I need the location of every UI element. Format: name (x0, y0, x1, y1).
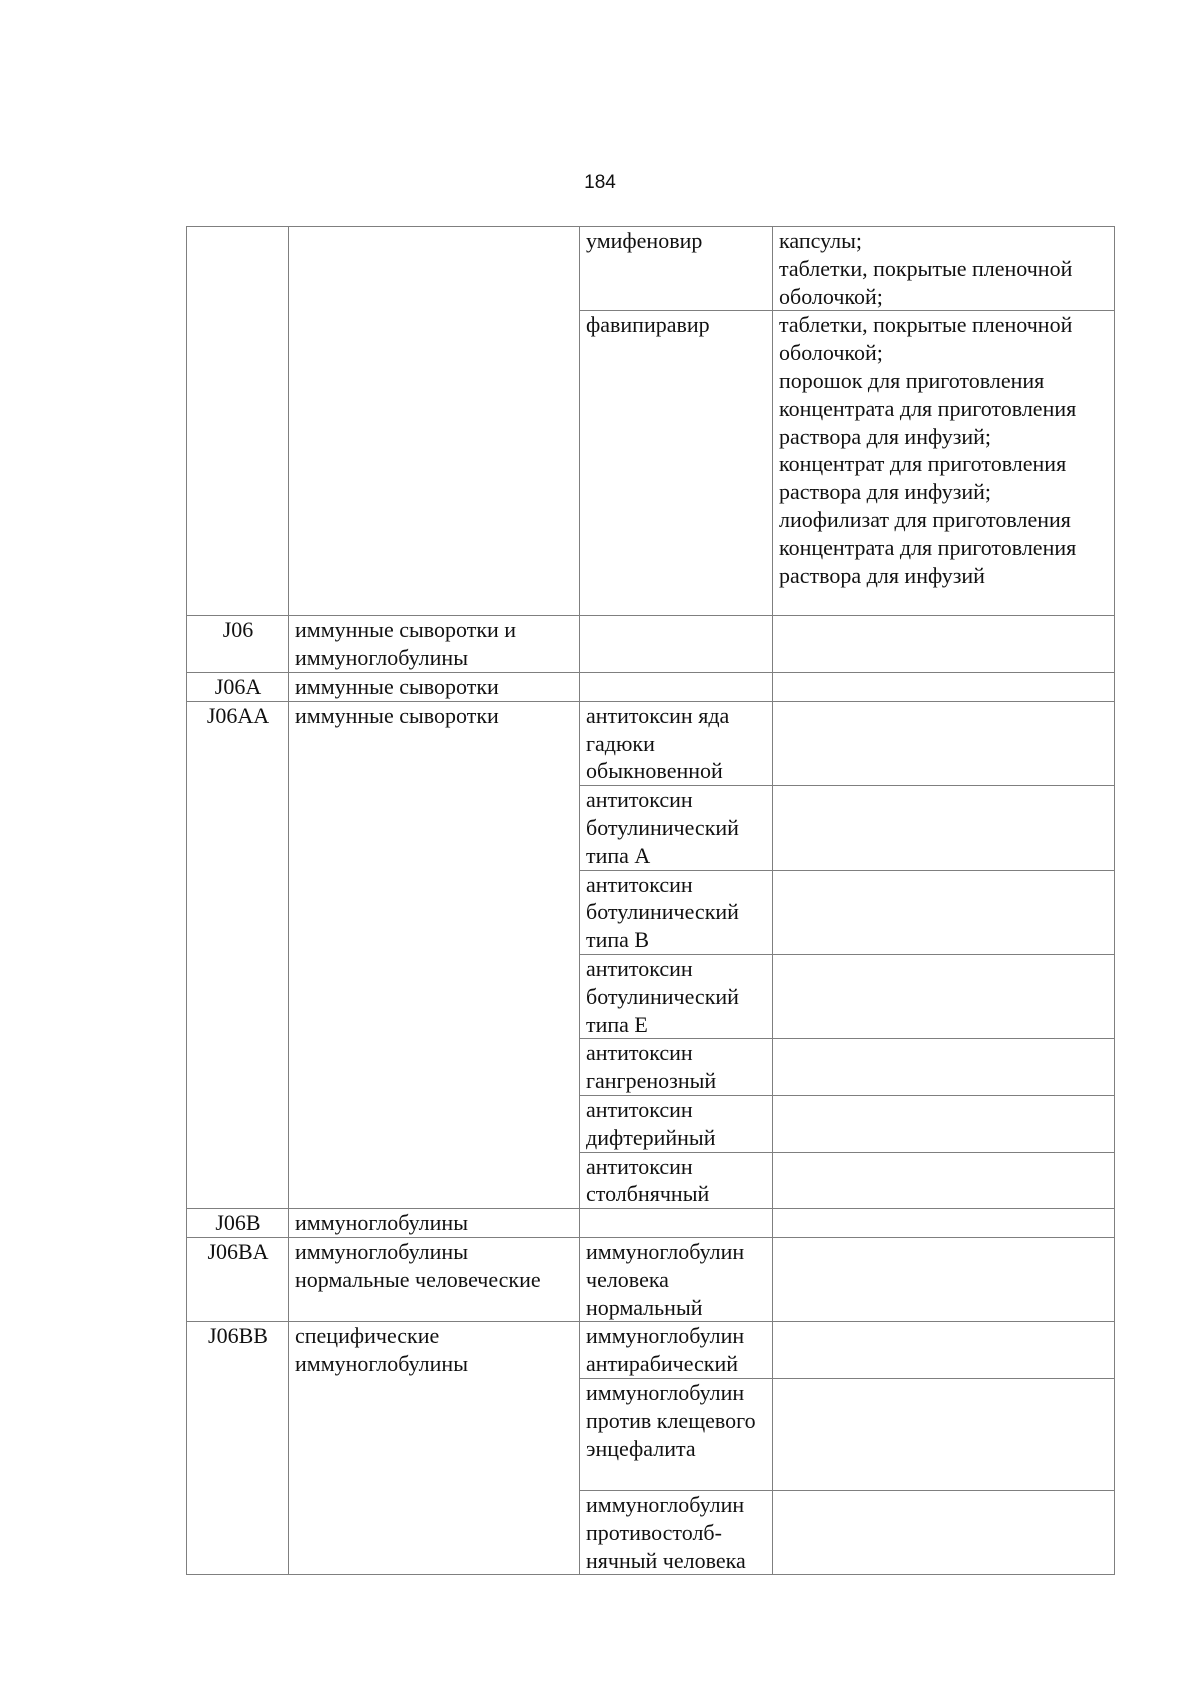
table-row (187, 616, 1115, 673)
group-name-cell (289, 227, 580, 616)
dosage-form-cell (773, 1322, 1115, 1379)
drug-name-cell: фавипиравир (580, 311, 773, 616)
table-row (187, 672, 1115, 701)
dosage-form-cell (773, 1095, 1115, 1152)
page-number: 184 (584, 172, 616, 193)
dosage-form-cell (773, 870, 1115, 954)
group-name-cell: иммуноглобулины (289, 1209, 580, 1238)
atc-code-cell: J06BB (187, 1322, 289, 1575)
table-row (187, 1237, 1115, 1321)
atc-code-cell: J06AA (187, 701, 289, 1208)
drug-name-cell (580, 1209, 773, 1238)
drug-name-cell (580, 672, 773, 701)
dosage-form-cell: капсулы; таблетки, покрытые пленочной оболочкой; (773, 227, 1115, 311)
atc-code-cell: J06BA (187, 1237, 289, 1321)
dosage-form-cell (773, 1490, 1115, 1574)
medication-table (186, 226, 1115, 1575)
table-row (187, 1209, 1115, 1238)
dosage-form-cell (773, 954, 1115, 1038)
group-name-cell: иммунные сыворотки (289, 701, 580, 1208)
atc-code-cell (187, 227, 289, 616)
dosage-form-cell (773, 1237, 1115, 1321)
table-row (187, 227, 1115, 311)
drug-name-cell: антитоксин столбнячный (580, 1152, 773, 1209)
group-name-cell: иммуноглобулины нормальные человеческие (289, 1237, 580, 1321)
drug-name-cell: иммуноглобулин против клещевого энцефалита (580, 1378, 773, 1490)
table-row (187, 701, 1115, 785)
atc-code-cell: J06B (187, 1209, 289, 1238)
drug-name-cell: антитоксин ботулинический типа A (580, 786, 773, 870)
group-name-cell: иммунные сыворотки и иммуноглобулины (289, 616, 580, 673)
dosage-form-cell (773, 1039, 1115, 1096)
group-name-cell: специфические иммуноглобулины (289, 1322, 580, 1575)
drug-name-cell: антитоксин гангренозный (580, 1039, 773, 1096)
drug-name-cell (580, 616, 773, 673)
dosage-form-cell (773, 672, 1115, 701)
drug-name-cell: антитоксин дифтерийный (580, 1095, 773, 1152)
group-name-cell: иммунные сыворотки (289, 672, 580, 701)
drug-name-cell: антитоксин яда гадюки обыкновенной (580, 701, 773, 785)
dosage-form-cell (773, 616, 1115, 673)
dosage-form-cell (773, 1209, 1115, 1238)
drug-name-cell: иммуноглобулин противостолб- нячный человека (580, 1490, 773, 1574)
atc-code-cell: J06 (187, 616, 289, 673)
dosage-form-cell (773, 1378, 1115, 1490)
drug-name-cell: антитоксин ботулинический типа E (580, 954, 773, 1038)
drug-name-cell: умифеновир (580, 227, 773, 311)
table-row (187, 1322, 1115, 1379)
drug-name-cell: иммуноглобулин человека нормальный (580, 1237, 773, 1321)
drug-name-cell: антитоксин ботулинический типа B (580, 870, 773, 954)
dosage-form-cell (773, 701, 1115, 785)
atc-code-cell: J06A (187, 672, 289, 701)
dosage-form-cell (773, 786, 1115, 870)
dosage-form-cell: таблетки, покрытые пленочной оболочкой; порошок для приготовления концентрата для приготовления раствора для инфузий; концентрат для приготовления раствора для инфузий; лиофилизат для приготовления концентрата для приготовления раствора для инфузий (773, 311, 1115, 616)
drug-name-cell: иммуноглобулин антирабический (580, 1322, 773, 1379)
dosage-form-cell (773, 1152, 1115, 1209)
